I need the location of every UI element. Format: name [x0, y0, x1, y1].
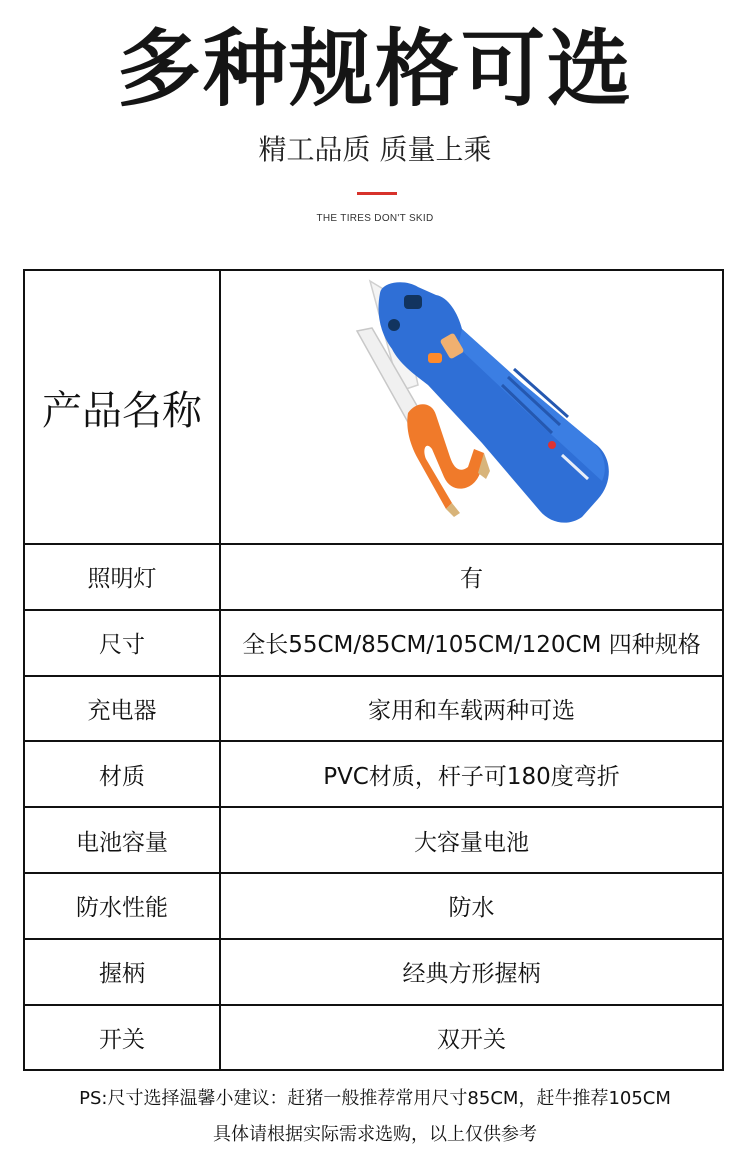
spec-table [23, 269, 724, 1071]
spec-row-grip [24, 939, 723, 1005]
spec-value: 双开关 [220, 1005, 723, 1071]
spec-label: 充电器 [24, 676, 220, 742]
cattle-prod-icon [222, 273, 722, 541]
spec-label: 开关 [24, 1005, 220, 1071]
spec-row-switch [24, 1005, 723, 1071]
spec-row-material [24, 741, 723, 807]
spec-label: 材质 [24, 741, 220, 807]
spec-value: 有 [220, 544, 723, 610]
page-subtitle: 精工品质 质量上乘 [258, 133, 492, 166]
accent-divider [357, 192, 397, 195]
spec-row-charger [24, 676, 723, 742]
spec-row-waterproof [24, 873, 723, 939]
product-name-label: 产品名称 [24, 270, 220, 544]
spec-row-lighting [24, 544, 723, 610]
spec-value: 经典方形握柄 [220, 939, 723, 1005]
page-title: 多种规格可选 [116, 20, 633, 118]
spec-label: 电池容量 [24, 807, 220, 873]
spec-value: PVC材质，杆子可180度弯折 [220, 741, 723, 807]
spec-value: 家用和车载两种可选 [220, 676, 723, 742]
product-image-cell [220, 270, 723, 544]
footnote-line-2: 具体请根据实际需求选购，以上仅供参考 [213, 1124, 537, 1145]
spec-value: 全长55CM/85CM/105CM/120CM 四种规格 [220, 610, 723, 676]
spec-label: 握柄 [24, 939, 220, 1005]
spec-label: 尺寸 [24, 610, 220, 676]
spec-label: 防水性能 [24, 873, 220, 939]
product-row [24, 270, 723, 544]
spec-row-battery [24, 807, 723, 873]
spec-row-size [24, 610, 723, 676]
footnote-line-1: PS:尺寸选择温馨小建议：赶猪一般推荐常用尺寸85CM，赶牛推荐105CM [79, 1088, 671, 1109]
tagline: THE TIRES DON'T SKID [316, 213, 434, 224]
spec-label: 照明灯 [24, 544, 220, 610]
spec-value: 大容量电池 [220, 807, 723, 873]
spec-value: 防水 [220, 873, 723, 939]
